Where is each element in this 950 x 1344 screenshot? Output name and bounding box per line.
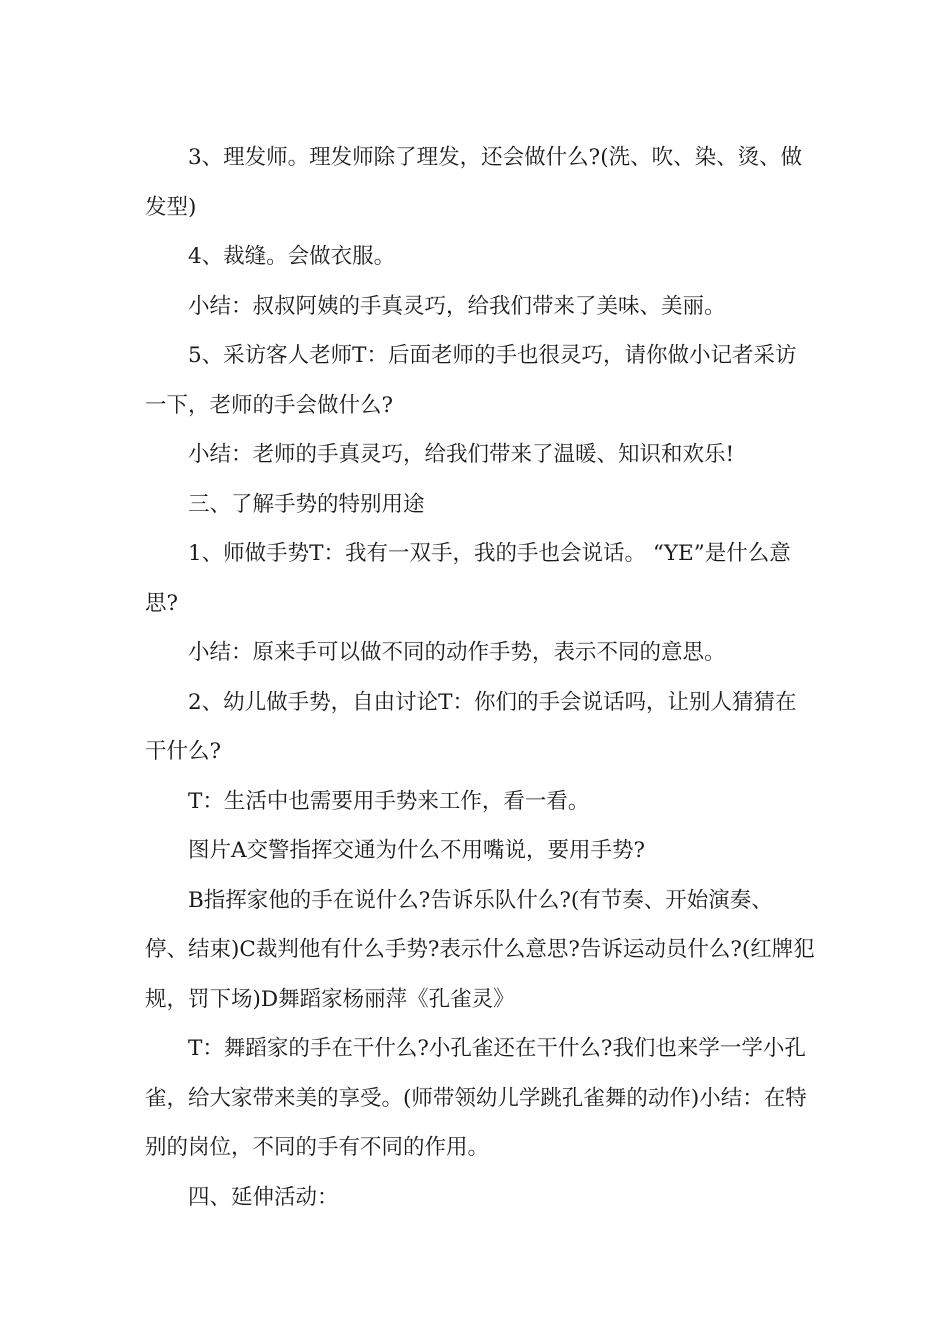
paragraph-child-gesture: 2、幼儿做手势，自由讨论T：你们的手会说话吗，让别人猜猜在干什么?: [145, 689, 797, 764]
section-heading-4: 四、延伸活动：: [188, 1184, 339, 1210]
paragraph-barber: 3、理发师。理发师除了理发，还会做什么?(洗、吹、染、烫、做发型): [145, 145, 803, 220]
paragraph-picture-bcd: B指挥家他的手在说什么?告诉乐队什么?(有节奏、开始演奏、停、结束)C裁判他有什么手势?表示什么意思?告诉运动员什么?(红牌犯规，罚下场)D舞蹈家杨丽萍《孔雀灵》: [145, 887, 815, 1012]
paragraph-picture-a: 图片A交警指挥交通为什么不用嘴说，要用手势?: [188, 838, 646, 863]
paragraph-tailor: 4、裁缝。会做衣服。: [188, 244, 396, 269]
paragraph-dancer: T：舞蹈家的手在干什么?小孔雀还在干什么?我们也来学一学小孔雀，给大家带来美的享受。(师带领幼儿学跳孔雀舞的动作)小结：在特别的岗位，不同的手有不同的作用。: [145, 1036, 807, 1160]
paragraph-summary-2: 小结：老师的手真灵巧，给我们带来了温暖、知识和欢乐!: [188, 442, 735, 467]
paragraph-summary-1: 小结：叔叔阿姨的手真灵巧，给我们带来了美味、美丽。: [188, 293, 726, 319]
document-body: [145, 133, 815, 1222]
paragraph-teacher-gesture: 1、师做手势T：我有一双手，我的手也会说话。 “YE”是什么意思?: [145, 541, 791, 616]
paragraph-interview-teacher: 5、采访客人老师T：后面老师的手也很灵巧，请你做小记者采访一下，老师的手会做什么?: [145, 343, 797, 418]
paragraph-summary-3: 小结：原来手可以做不同的动作手势，表示不同的意思。: [188, 640, 726, 665]
paragraph-work-gestures: T：生活中也需要用手势来工作，看一看。: [188, 788, 590, 814]
section-heading-3: 三、了解手势的特别用途: [188, 491, 425, 517]
